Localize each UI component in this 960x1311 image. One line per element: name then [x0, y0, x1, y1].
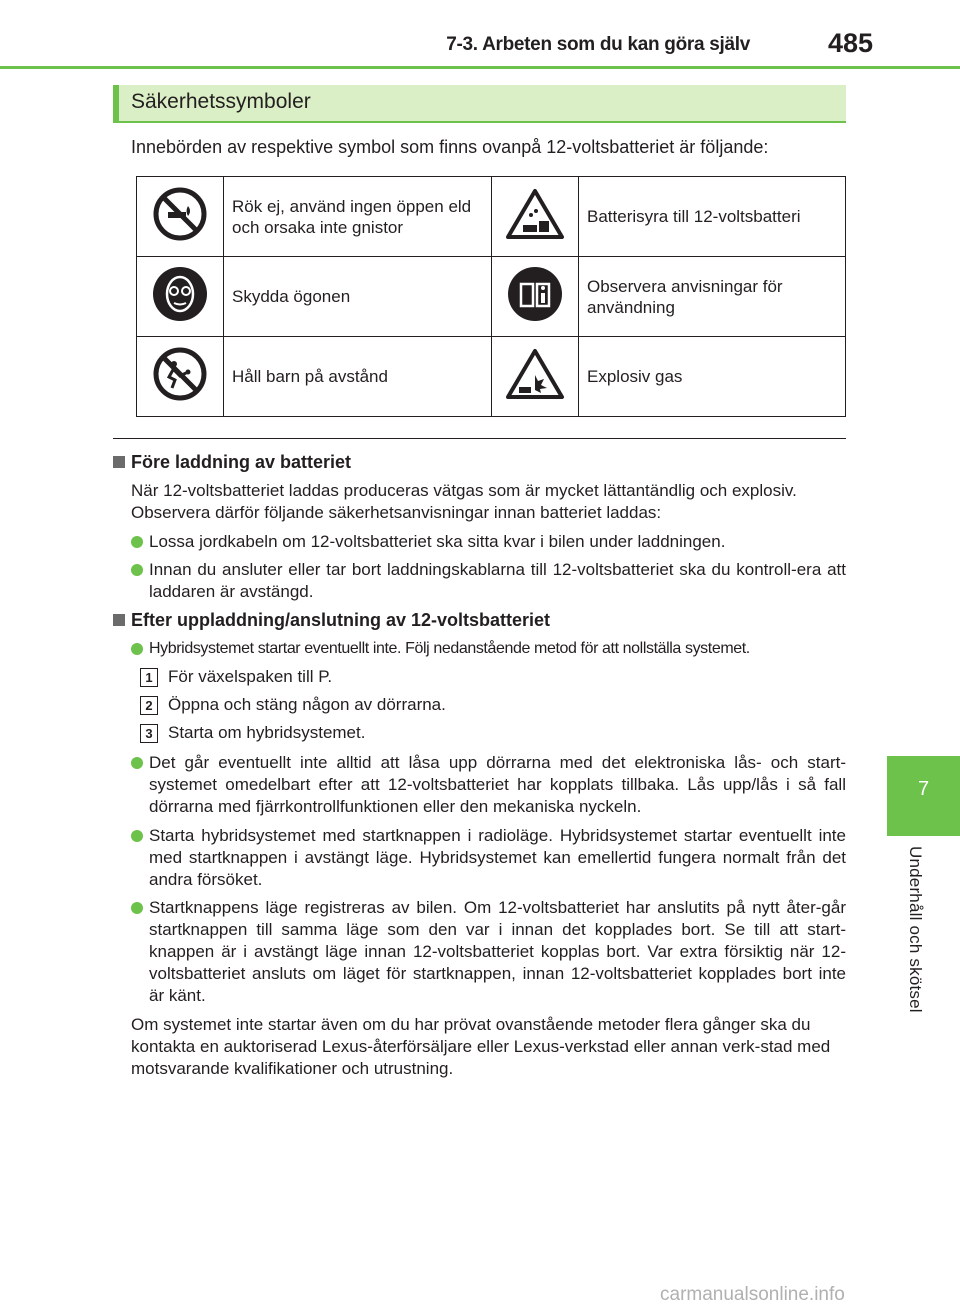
square-bullet-icon [113, 456, 125, 468]
step-text: Starta om hybridsystemet. [168, 723, 366, 742]
list-item-text: Innan du ansluter eller tar bort laddningskablarna till 12-voltsbatteriet ska du kontroll-era att laddaren är avstängd. [149, 560, 846, 601]
list-item-text: Hybridsystemet startar eventuellt inte. Följ nedanstående metod för att nollställa systemet. [149, 640, 750, 657]
step-number: 3 [140, 724, 158, 743]
read-manual-icon [492, 257, 579, 337]
subheading-text: Före laddning av batteriet [131, 452, 352, 472]
explosive-gas-warning-icon [492, 337, 579, 417]
bullet-dot-icon [131, 757, 143, 769]
list-item [131, 897, 846, 1007]
step-number: 2 [140, 696, 158, 715]
symbol-label: Explosiv gas [579, 337, 846, 417]
step-item [140, 695, 446, 715]
subheading-after-charging [113, 610, 550, 631]
table-row [137, 177, 846, 257]
symbol-label: Observera anvisningar för användning [579, 257, 846, 337]
subheading-text: Efter uppladdning/anslutning av 12-voltsbatteriet [131, 610, 551, 630]
list-item [131, 752, 846, 818]
chapter-label: Underhåll och skötsel [906, 846, 925, 1013]
chapter-tab [887, 756, 960, 836]
list-item-text: Det går eventuellt inte alltid att låsa upp dörrarna med det elektroniska lås- och start-systemet omedelbart efter att 12-voltsbatteriet har kopplats tillbaka. Lås upp/lås i så fall dörrarna med fjärrkontrollfunktionen eller den mekaniska nyckeln. [149, 753, 846, 816]
paragraph: När 12-voltsbatteriet laddas produceras vätgas som är mycket lättantändlig och explosiv. Observera därför följande säkerhetsanvisningar innan batteriet laddas: [131, 481, 797, 522]
no-smoking-no-flame-icon [137, 177, 224, 257]
bullet-dot-icon [131, 643, 143, 655]
section-divider [113, 438, 846, 439]
header-section-title: 7-3. Arbeten som du kan göra själv [446, 34, 750, 55]
list-item [131, 825, 846, 891]
step-text: För växelspaken till P. [168, 667, 333, 686]
list-item-text: Lossa jordkabeln om 12-voltsbatteriet ska sitta kvar i bilen under laddningen. [149, 532, 726, 551]
section-heading [113, 85, 846, 123]
bullet-dot-icon [131, 902, 143, 914]
subheading-before-charging [113, 452, 351, 473]
list-item-text: Starta hybridsystemet med startknappen i radioläge. Hybridsystemet startar eventuellt inte med startknappen i avstängt läge. Hybridsystemet kan emellertid fungera normalt från det andra försöket. [149, 826, 846, 889]
square-bullet-icon [113, 614, 125, 626]
list-item [131, 531, 846, 553]
section-heading-text: Säkerhetssymboler [131, 90, 311, 113]
bullet-dot-icon [131, 564, 143, 576]
step-number: 1 [140, 668, 158, 687]
footer-watermark: carmanualsonline.info [660, 1284, 845, 1305]
intro-text: Innebörden av respektive symbol som finns ovanpå 12-voltsbatteriet är följande: [131, 137, 769, 157]
bullet-dot-icon [131, 830, 143, 842]
step-item [140, 667, 332, 687]
symbol-label: Skydda ögonen [224, 257, 492, 337]
battery-acid-warning-icon [492, 177, 579, 257]
bullet-dot-icon [131, 536, 143, 548]
symbol-label: Rök ej, använd ingen öppen eld och orsaka inte gnistor [224, 177, 492, 257]
symbol-label: Batterisyra till 12-voltsbatteri [579, 177, 846, 257]
step-item [140, 723, 365, 743]
table-row [137, 337, 846, 417]
list-item [131, 559, 846, 603]
keep-children-away-icon [137, 337, 224, 417]
symbol-label: Håll barn på avstånd [224, 337, 492, 417]
page-number: 485 [828, 28, 874, 58]
list-item-text: Startknappens läge registreras av bilen. Om 12-voltsbatteriet har anslutits på nytt åter-går startknappen till samma läge som den var i innan det kopplades bort. Se till att start-knappen är i avstängt läge innan 12-voltsbatteriet kopplas bort. Var extra försiktig när 12-voltsbatteriet ansluts om läget för startknappen, innan 12-voltsbatteriet kopplades bort inte är känt. [149, 898, 846, 1005]
table-row [137, 257, 846, 337]
step-text: Öppna och stäng någon av dörrarna. [168, 695, 446, 714]
list-item [131, 638, 846, 660]
chapter-number: 7 [917, 778, 930, 800]
eye-protection-icon [137, 257, 224, 337]
header-rule [0, 66, 960, 69]
closing-paragraph: Om systemet inte startar även om du har prövat ovanstående metoder flera gånger ska du kontakta en auktoriserad Lexus-återförsäljare eller Lexus-verkstad eller annan verk-stad med motsvarande kvalifikationer och utrustning. [131, 1015, 831, 1078]
safety-symbols-table [136, 176, 846, 417]
